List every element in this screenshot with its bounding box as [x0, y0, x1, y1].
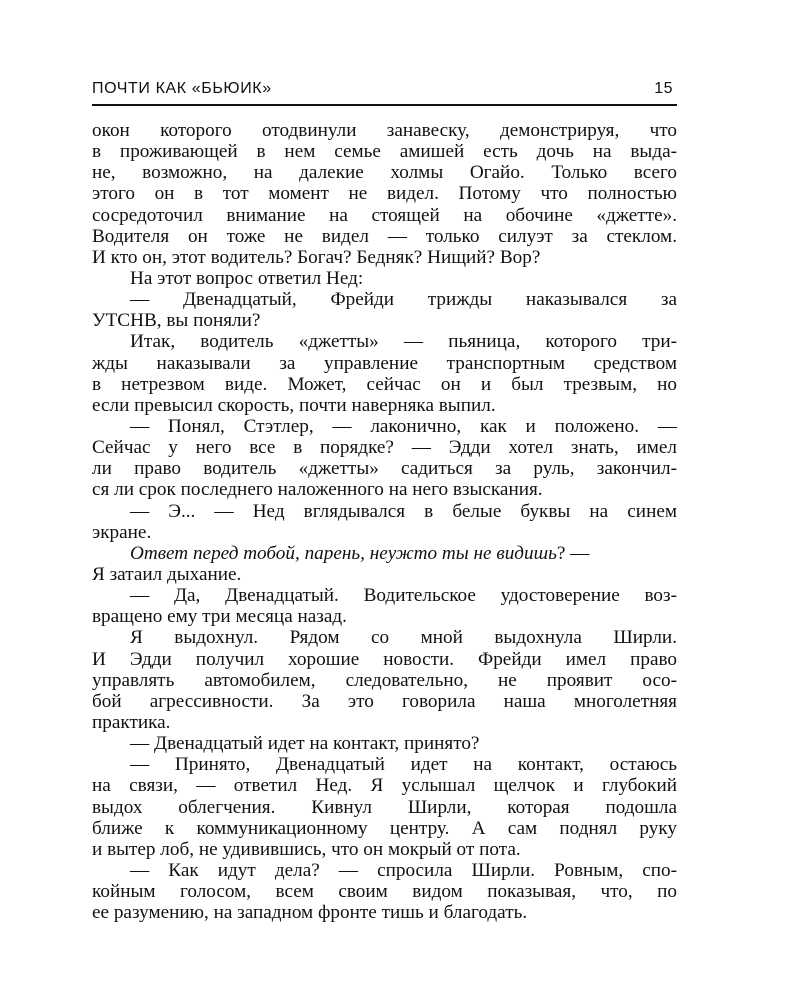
text-line: практика.: [92, 711, 171, 733]
text-line: экране.: [92, 521, 152, 543]
text-line: Я затаил дыхание.: [92, 563, 242, 585]
text-line: И Эдди получил хорошие новости. Фрейди имел право: [92, 648, 677, 670]
text-line: На этот вопрос ответил Нед:: [130, 267, 364, 289]
page-number: 15: [654, 80, 673, 97]
running-header: [92, 80, 677, 102]
text-line: не, возможно, на далекие холмы Огайо. Только всего: [92, 162, 677, 184]
body-text: [92, 120, 677, 923]
header-rule: [92, 104, 677, 106]
text-line: в нетрезвом виде. Может, сейчас он и был трезвым, но: [92, 373, 677, 395]
text-line: ближе к коммуникационному центру. А сам поднял руку: [92, 817, 677, 839]
text-line: — Э... — Нед вглядывался в белые буквы на синем: [130, 500, 677, 522]
text-line: выдох облегчения. Кивнул Ширли, которая подошла: [92, 796, 677, 818]
text-line: Итак, водитель «джетты» — пьяница, которого три-: [130, 331, 677, 353]
text-line: управлять автомобилем, следовательно, не проявит осо-: [92, 669, 677, 691]
text-line: Водителя он тоже не видел — только силуэт за стеклом.: [92, 225, 677, 247]
text-line: — Как идут дела? — спросила Ширли. Ровным, спо-: [130, 859, 677, 881]
text-line: вращено ему три месяца назад.: [92, 606, 347, 628]
text-line: — Двенадцатый идет на контакт, принято?: [130, 733, 480, 755]
text-line: УТСНВ, вы поняли?: [92, 310, 261, 332]
text-line: сосредоточил внимание на стоящей на обочине «джетте».: [92, 204, 677, 226]
text-line: ее разумению, на западном фронте тишь и благодать.: [92, 902, 528, 924]
line-tail: ? —: [556, 542, 590, 564]
text-line: — Двенадцатый, Фрейди трижды наказывался за: [130, 289, 677, 311]
text-line: — Принято, Двенадцатый идет на контакт, остаюсь: [130, 754, 677, 776]
text-line: если превысил скорость, почти наверняка выпил.: [92, 394, 496, 416]
text-line: [92, 543, 677, 564]
text-line: этого он в тот момент не видел. Потому что полностью: [92, 183, 677, 205]
text-line: — Да, Двенадцатый. Водительское удостоверение воз-: [130, 585, 677, 607]
text-line: жды наказывали за управление транспортным средством: [92, 352, 677, 374]
text-line: на связи, — ответил Нед. Я услышал щелчок и глубокий: [92, 775, 677, 797]
text-line: И кто он, этот водитель? Богач? Бедняк? Нищий? Вор?: [92, 246, 541, 268]
text-line: окон которого отодвинули занавеску, демонстрируя, что: [92, 120, 677, 141]
text-line: — Понял, Стэтлер, — лаконично, как и положено. —: [130, 415, 677, 437]
text-line: койным голосом, всем своим видом показывая, что, по: [92, 881, 677, 903]
text-line: ся ли срок последнего наложенного на него взыскания.: [92, 479, 543, 501]
header-title: ПОЧТИ КАК «БЬЮИК»: [92, 80, 272, 97]
text-line: ли право водитель «джетты» садиться за руль, закончил-: [92, 458, 677, 480]
italic-phrase: Ответ перед тобой, парень, неужто ты не видишь: [130, 542, 557, 564]
text-line: бой агрессивности. За это говорила наша многолетняя: [92, 690, 677, 712]
text-line: Я выдохнул. Рядом со мной выдохнула Ширли.: [130, 627, 677, 649]
text-line: в проживающей в нем семье амишей есть дочь на выда-: [92, 141, 677, 163]
text-line: и вытер лоб, не удивившись, что он мокрый от пота.: [92, 838, 521, 860]
text-line: Сейчас у него все в порядке? — Эдди хотел знать, имел: [92, 437, 677, 459]
